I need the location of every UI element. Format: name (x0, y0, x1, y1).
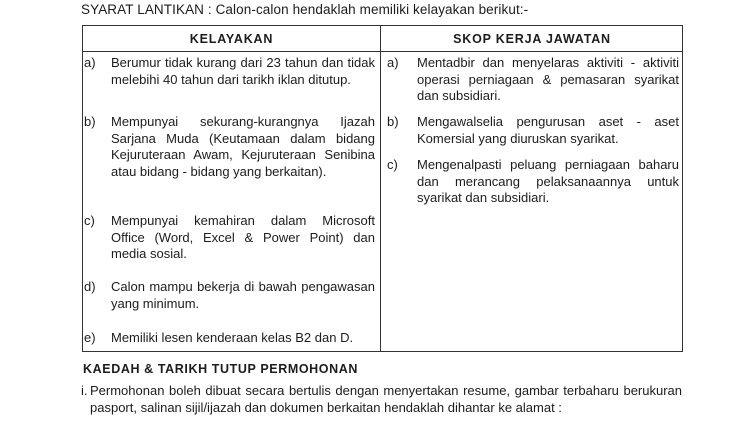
item-text: Permohonan boleh dibuat secara bertulis dengan menyertakan resume, gambar terbaharu berukuran pasport, salinan sijil/ijazah dan dokumen berkaitan hendaklah dihantar ke alamat : (90, 383, 682, 415)
item-text: Mengenalpasti peluang perniagaan baharu dan merancang pelaksanaannya untuk syarikat dan subsidiari. (417, 157, 679, 205)
item-marker: i. (81, 383, 88, 398)
item-marker: c) (387, 157, 398, 172)
column-divider (380, 26, 381, 351)
item-text: Mengawalselia pengurusan aset - aset Komersial yang diuruskan syarikat. (417, 114, 679, 146)
appointment-requirements-intro: SYARAT LANTIKAN : Calon-calon hendaklah memiliki kelayakan berikut:- (81, 2, 529, 17)
item-marker: c) (84, 213, 95, 228)
header-divider (83, 51, 682, 52)
item-marker: a) (387, 55, 399, 70)
qualifications-header: KELAYAKAN (189, 32, 274, 46)
application-method-title: KAEDAH & TARIKH TUTUP PERMOHONAN (83, 362, 358, 376)
item-text: Mempunyai kemahiran dalam Microsoft Office (Word, Excel & Power Point) dan media sosial. (111, 213, 375, 261)
item-text: Calon mampu bekerja di bawah pengawasan yang minimum. (111, 279, 375, 311)
item-text: Mentadbir dan menyelaras aktiviti - aktiviti operasi perniagaan & pemasaran syarikat dan subsidiari. (417, 55, 679, 103)
item-text: Memiliki lesen kenderaan kelas B2 dan D. (111, 330, 354, 345)
item-marker: b) (387, 114, 399, 129)
item-marker: e) (84, 330, 96, 345)
job-scope-header: SKOP KERJA JAWATAN (453, 32, 611, 46)
item-text: Berumur tidak kurang dari 23 tahun dan tidak melebihi 40 tahun dari tarikh iklan ditutup. (111, 55, 375, 87)
item-text: Mempunyai sekurang-kurangnya Ijazah Sarjana Muda (Keutamaan dalam bidang Kejuruteraan Awam, Kejuruteraan Senibina atau bidang - bidang yang berkaitan). (111, 114, 375, 179)
item-marker: a) (84, 55, 96, 70)
requirements-table (82, 25, 683, 352)
item-marker: b) (84, 114, 96, 129)
item-marker: d) (84, 279, 96, 294)
